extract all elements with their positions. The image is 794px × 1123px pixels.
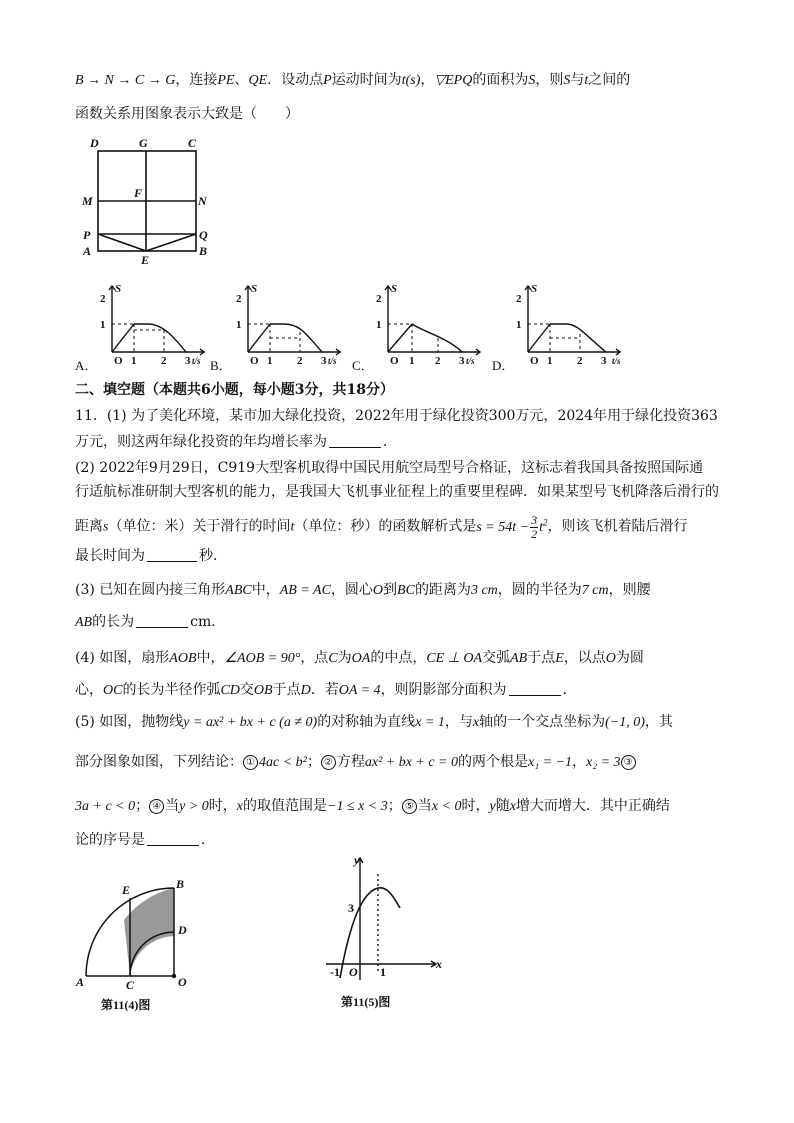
q11-5-line-1: (5) 如图，抛物线y = ax² + bx + c (a ≠ 0)的对称轴为直线x = 1，与x轴的一个交点坐标为(−1, 0)，其	[75, 714, 673, 730]
svg-text:1: 1	[267, 355, 273, 367]
answer-blank-4[interactable]	[509, 681, 561, 696]
answer-blank-1[interactable]	[329, 433, 381, 448]
label-m: M	[82, 194, 93, 208]
segment-qe	[146, 234, 196, 251]
svg-text:t/s: t/s	[466, 356, 475, 366]
curve-segment-2	[412, 324, 462, 352]
q10-rectangle-figure	[78, 133, 238, 268]
q11-5-line-4: 论的序号是 ．	[75, 832, 215, 848]
figure-11-5	[322, 852, 442, 982]
svg-text:t/s: t/s	[612, 356, 621, 366]
axis-y-label: S	[115, 283, 122, 295]
fig4-label-e: E	[122, 883, 131, 897]
formula: s = 54t − $\frac{3}{2}$ $t^2$	[476, 512, 548, 541]
q11-4-line-1: (4) 如图，扇形AOB中，∠AOB = 90°，点C为OA的中点，CE ⊥ OA交弧AB于点E，以点O为圆	[75, 650, 644, 666]
fig4-label-a: A	[76, 975, 85, 989]
svg-text:1: 1	[547, 355, 553, 367]
q10-path: B → N → C → G	[75, 73, 176, 88]
curve-segment-2	[134, 324, 186, 352]
svg-text:1: 1	[376, 319, 382, 331]
q11-3-line-2: AB的长为 cm．	[75, 614, 226, 630]
svg-text:1: 1	[236, 319, 242, 331]
q11-3-line-1: (3) 已知在圆内接三角形ABC中，AB = AC，圆心O到BC的距离为3 cm，圆的半径为7 cm，则腰	[75, 582, 651, 598]
q11-5-line-3: 3a + c < 0； ④ 当y > 0时，x的取值范围是−1 ≤ x < 3； ⑤ 当x < 0时，y随x增大而增大．其中正确结	[75, 798, 670, 814]
svg-text:2: 2	[435, 355, 441, 367]
fig5-label-x: x	[436, 957, 442, 971]
label-q: Q	[199, 228, 208, 242]
q10-line-2: 函数关系用图象表示大致是（ ）	[75, 106, 299, 122]
q11-2-line-1: (2) 2022年9月29日，C919大型客机取得中国民用航空局型号合格证，这标志着我国具备按照国际通	[75, 460, 704, 476]
label-n: N	[198, 194, 207, 208]
svg-text:O: O	[530, 355, 539, 367]
figure-11-4-caption: 第11(4)图	[101, 998, 151, 1012]
curve-segment-1	[112, 324, 134, 352]
fig5-label-neg1: -1	[330, 965, 340, 979]
curve-segment-1	[528, 324, 550, 352]
label-a: A	[83, 244, 92, 258]
svg-text:S: S	[251, 283, 258, 295]
figure-11-4	[72, 876, 202, 991]
option-d-label[interactable]: D．	[492, 358, 515, 373]
svg-text:O: O	[250, 355, 259, 367]
q11-1-line-2: 万元，则这两年绿化投资的年均增长率为 ．	[75, 434, 397, 450]
svg-text:2: 2	[516, 293, 522, 305]
label-f: F	[134, 186, 143, 200]
q11-2-line-2: 行适航标准研制大型客机的能力，是我国大飞机事业征程上的重要里程碑．如果某型号飞机降落后滑行的	[75, 484, 719, 500]
tick-x3: 3	[185, 355, 191, 367]
fig5-label-y: y	[354, 853, 360, 867]
svg-text:S: S	[391, 283, 398, 295]
curve-segment-1	[388, 324, 412, 352]
option-a-label[interactable]: A．	[75, 358, 98, 373]
q11-2-line-4: 最长时间为 秒．	[75, 548, 227, 564]
svg-text:1: 1	[516, 319, 522, 331]
fig5-label-1: 1	[380, 965, 386, 979]
svg-text:S: S	[531, 283, 538, 295]
q10-line-1: B → N → C → G，连接PE、QE．设动点P运动时间为t(s)，▽EPQ的面积为S，则S与t之间的	[75, 72, 631, 88]
q11-2-line-3: 距离s（单位：米）关于滑行的时间t（单位：秒）的函数解析式是s = 54t − $\frac{3}{2}$ $t^2$，则该飞机着陆后滑行	[75, 512, 688, 541]
svg-text:1: 1	[409, 355, 415, 367]
svg-text:3: 3	[459, 355, 465, 367]
label-p: P	[83, 228, 91, 242]
figure-11-5-caption: 第11(5)图	[341, 995, 391, 1009]
tick-x2: 2	[161, 355, 167, 367]
option-b-label[interactable]: B．	[210, 358, 232, 373]
label-c: C	[188, 136, 197, 150]
option-c-label[interactable]: C．	[352, 358, 374, 373]
svg-text:2: 2	[236, 293, 242, 305]
svg-text:2: 2	[297, 355, 303, 367]
tick-y1: 1	[100, 319, 106, 331]
axis-x-label: t/s	[192, 356, 201, 366]
curve-segment-1	[248, 324, 270, 352]
label-b: B	[199, 244, 208, 258]
tick-y2: 2	[100, 293, 106, 305]
q11-1-line-1: 11．(1) 为了美化环境，某市加大绿化投资，2022年用于绿化投资300万元，2024年用于绿化投资363	[75, 408, 718, 424]
q11-5-line-2: 部分图象如图，下列结论： ① 4ac < b²； ② 方程ax² + bx + c = 0的两个根是x₁ = −1，x₂ = 3 ③	[75, 752, 637, 773]
fig4-label-d: D	[178, 923, 187, 937]
fig4-label-o: O	[178, 975, 187, 989]
svg-text:t/s: t/s	[328, 356, 337, 366]
label-e: E	[141, 253, 150, 267]
option-a-graph[interactable]	[92, 282, 212, 372]
fig5-label-o: O	[349, 965, 358, 979]
svg-text:2: 2	[376, 293, 382, 305]
answer-blank-2[interactable]	[147, 547, 197, 562]
segment-pe	[98, 234, 146, 251]
svg-text:2: 2	[577, 355, 583, 367]
point-o	[172, 974, 176, 978]
option-d-graph[interactable]	[508, 282, 628, 372]
fig5-label-3: 3	[348, 901, 354, 915]
tick-o: O	[114, 355, 123, 367]
tick-x1: 1	[131, 355, 137, 367]
answer-blank-3[interactable]	[136, 613, 188, 628]
svg-text:3: 3	[321, 355, 327, 367]
label-g: G	[139, 136, 148, 150]
fig4-label-c: C	[126, 978, 135, 991]
option-c-graph[interactable]	[368, 282, 488, 372]
label-d: D	[90, 136, 99, 150]
answer-blank-5[interactable]	[147, 831, 199, 846]
fig4-label-b: B	[176, 877, 185, 891]
svg-text:3: 3	[601, 355, 607, 367]
section-2-heading: 二、填空题（本题共6小题，每小题3分，共18分）	[75, 382, 394, 398]
svg-text:O: O	[390, 355, 399, 367]
q11-4-line-2: 心，OC的长为半径作弧CD交OB于点D．若OA = 4，则阴影部分面积为 ．	[75, 682, 577, 698]
option-b-graph[interactable]	[228, 282, 348, 372]
